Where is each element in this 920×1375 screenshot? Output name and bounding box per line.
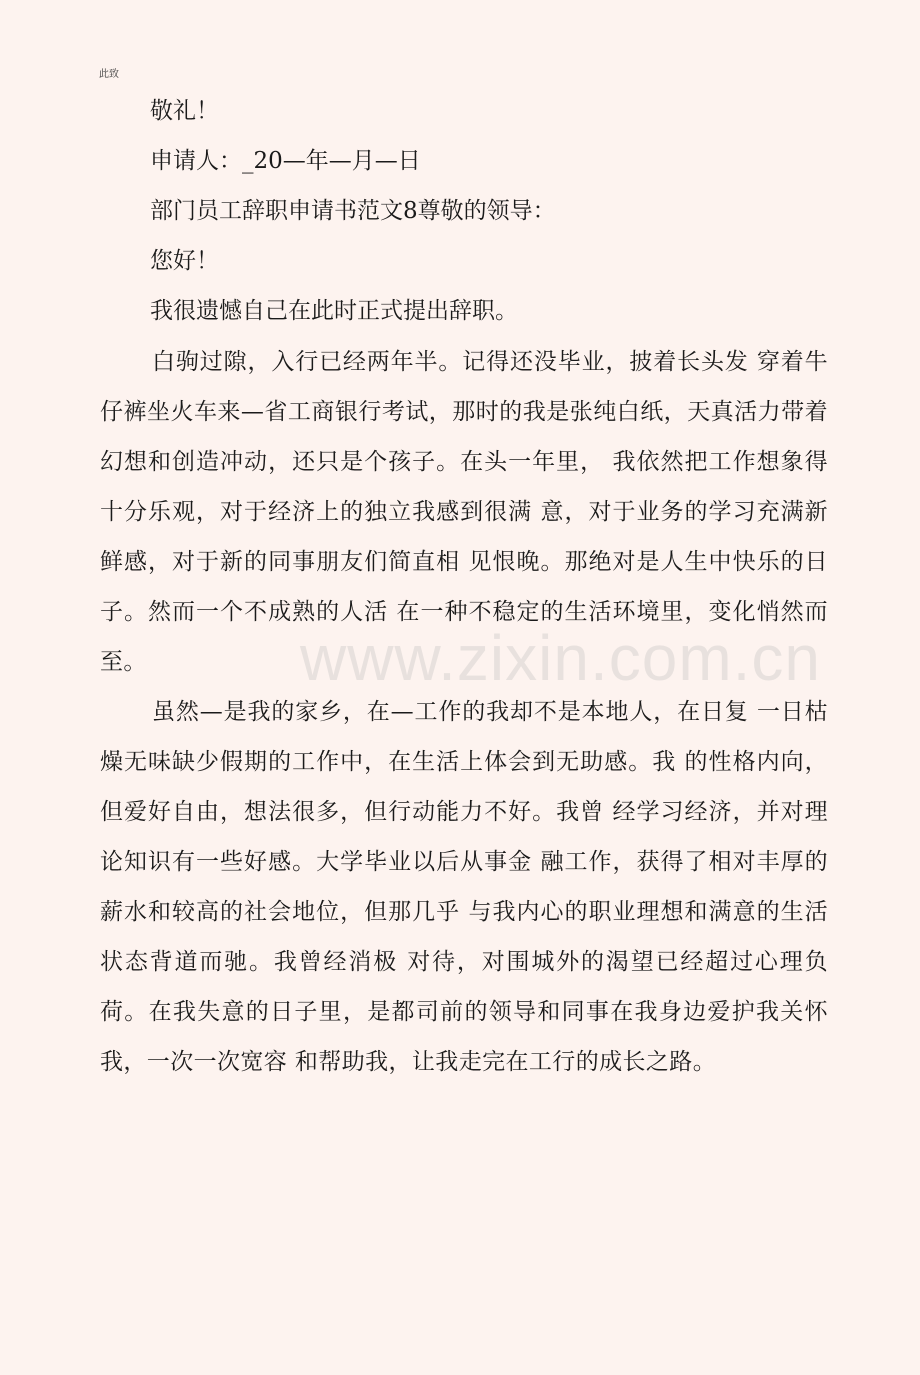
letter-heading: 部门员工辞职申请书范文8尊敬的领导： (150, 198, 556, 224)
greeting-line: 您好！ (150, 248, 219, 274)
watermark: www.zixin.com.cn (300, 622, 821, 694)
intro-line: 我很遗憾自己在此时正式提出辞职。 (150, 298, 518, 324)
paragraph-2: 虽然—是我的家乡，在—工作的我却不是本地人，在日复 一日枯燥无味缺少假期的工作中，在生活上体会到无助感。我 的性格内向，但爱好自由，想法很多，但行动能力不好。我曾 经学习经济，并对理论知识有一些好感。大学毕业以后从事金 融工作，获得了相对丰厚的薪水和较高的社会地位，但那几乎 与我内心的职业理想和满意的生活状态背道而驰。我曾经消极 对待，对围城外的渴望已经超过心理负荷。在我失意的日子里，是都司前的领导和同事在我身边爱护我关怀我，一次一次宽容 和帮助我，让我走完在工行的成长之路。 (100, 699, 828, 1075)
top-note: 此致 (99, 69, 119, 80)
applicant-line: 申请人：_20—年—月—日 (150, 148, 421, 174)
closing-line: 敬礼！ (150, 98, 219, 124)
paragraph-1: 白驹过隙，入行已经两年半。记得还没毕业，披着长头发 穿着牛仔裤坐火车来—省工商银行考试，那时的我是张纯白纸，天真活力带着幻想和创造冲动，还只是个孩子。在头一年里， 我依然把工作想象得十分乐观，对于经济上的独立我感到很满 意，对于业务的学习充满新鲜感，对于新的同事朋友们简直相 见恨晚。那绝对是人生中快乐的日子。然而一个不成熟的人活 在一种不稳定的生活环境里，变化悄然而至。 (100, 349, 828, 675)
